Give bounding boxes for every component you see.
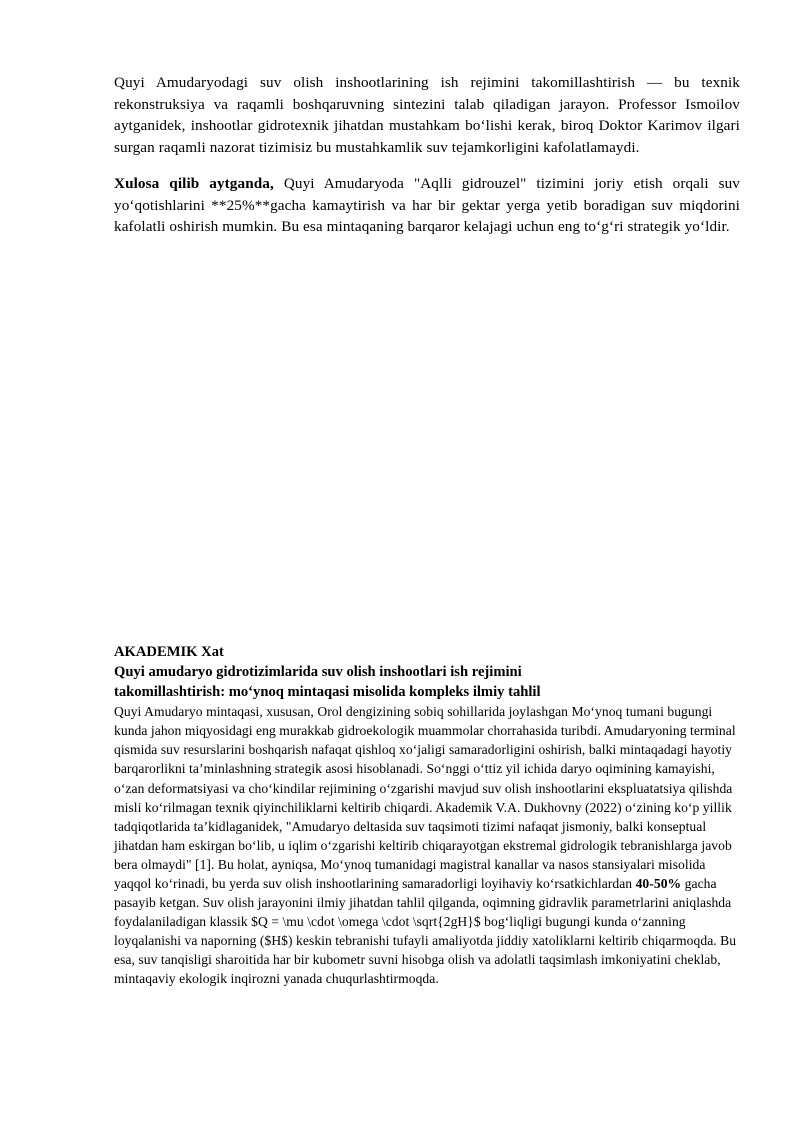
conclusion-rest: Quyi Amudaryoda "Aqlli gidrouzel" tizimini joriy etish orqali suv yo‘qotishlarini **25%**gacha kamaytirish va har bir gektar yerga yetib boradigan suv miqdorini kafolatli oshirish mumkin. Bu esa mintaqaning barqaror kelajagi uchun eng to‘g‘ri strategik yo‘ldir.: [114, 175, 740, 236]
document-top-section: [114, 72, 740, 238]
section-title-line-1: Quyi amudaryo gidrotizimlarida suv olish inshootlari ish rejimini: [114, 664, 522, 681]
body-highlight-percentage: 40-50%: [635, 875, 682, 891]
conclusion-lead: Xulosa qilib aytganda,: [114, 175, 274, 193]
body-part-2: gacha pasayib ketgan. Suv olish jarayonini ilmiy jihatdan tahlil qilganda, oqimning gidravlik parametrlarini aniqlashda foydalaniladigan klassik $Q = \mu \cdot \omega \cdot \sqrt{2gH}$ bog‘liqligi bugungi kunda o‘zanning loyqalanishi va naporning ($H$) keskin tebranishi tufayli amaliyotda jiddiy xatoliklarni keltirib chiqarmoqda. Bu esa, suv tanqisligi sharoitida har bir kubometr suvni hisobga olish va adolatli taqsimlash imkoniyatini cheklab, mintaqaviy ekologik inqirozni yanada chuqurlashtirmoqda.: [114, 875, 737, 986]
section-label: AKADEMIK Xat: [114, 644, 224, 660]
document-bottom-section: [114, 642, 740, 988]
section-body: [114, 702, 740, 987]
body-part-1: Quyi Amudaryo mintaqasi, xususan, Orol dengizining sobiq sohillarida joylashgan Mo‘ynoq tumani bugungi kunda jahon miqyosidagi eng murakkab gidroekologik muammolar chorrahasida turibdi. Amudaryoning terminal qismida suv resurslarini boshqarish nafaqat qishloq xo‘jaligi samaradorligini oshirish, balki mintaqadagi hayotiy barqarorlikni ta’minlashning strategik asosi hisoblanadi. So‘nggi o‘ttiz yil ichida daryo oqimining kamayishi, o‘zan deformatsiyasi va cho‘kindilar rejimining o‘zgarishi mavjud suv olish inshootlarini ekspluatatsiya qilishda misli ko‘rilmagan texnik qiyinchiliklarni keltirib chiqardi. Akademik V.A. Dukhovny (2022) o‘zining ko‘p yillik tadqiqotlarida ta’kidlaganidek, "Amudaryo deltasida suv taqsimoti tizimi nafaqat jismoniy, balki konseptual jihatdan ham eskirgan bo‘lib, u iqlim o‘zgarishi keltirib chiqarayotgan ekstremal gidrologik tebranishlarga javob bera olmaydi" [1]. Bu holat, ayniqsa, Mo‘ynoq tumanidagi magistral kanallar va nasos stansiyalari misolida yaqqol ko‘rinadi, bu yerda suv olish inshootlarining samaradorligi loyihaviy ko‘rsatkichlardan: [114, 704, 736, 891]
paragraph-intro: Quyi Amudaryodagi suv olish inshootlarining ish rejimini takomillashtirish — bu texnik rekonstruksiya va raqamli boshqaruvning sintezini talab qiladigan jarayon. Professor Ismoilov aytganidek, inshootlar gidrotexnik jihatdan mustahkam bo‘lishi kerak, biroq Doktor Karimov ilgari surgan raqamli nazorat tizimisiz bu mustahkamlik suv tejamkorligini kafolatlamaydi.: [114, 74, 740, 156]
section-title-line-2: takomillashtirish: mo‘ynoq mintaqasi misolida kompleks ilmiy tahlil: [114, 684, 541, 701]
paragraph-conclusion: [114, 173, 740, 238]
